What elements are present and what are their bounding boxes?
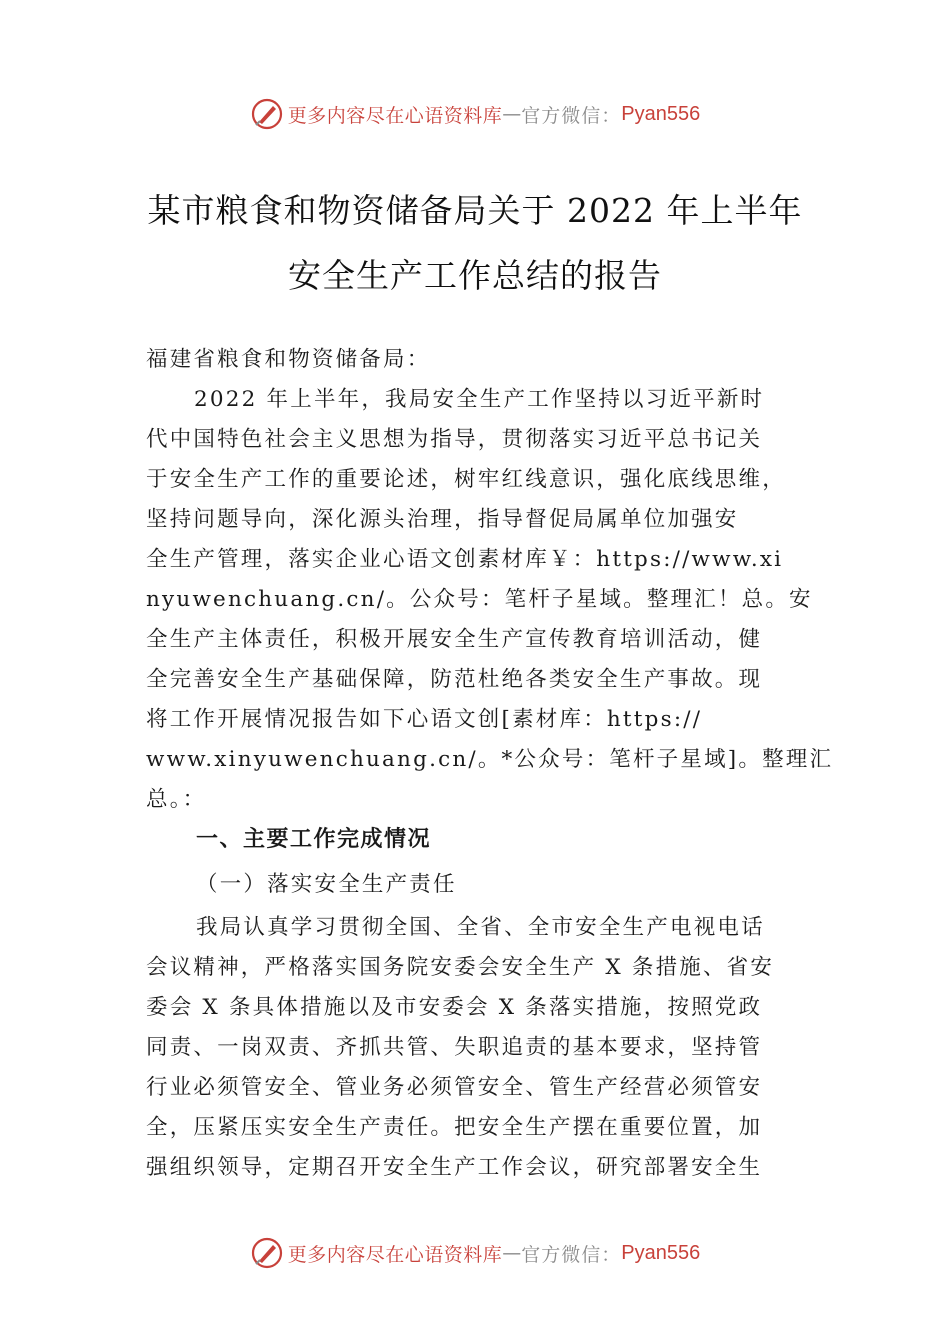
watermark-separator: —: [502, 103, 522, 125]
watermark-wechat-label: 官方微信：: [521, 1243, 622, 1266]
paragraph-line: 将工作开展情况报告如下心语文创[素材库：https://: [146, 707, 703, 732]
paragraph-line: 全生产管理，落实企业心语文创素材库￥：https://www.xi: [146, 547, 784, 572]
paragraph-line: 同责、一岗双责、齐抓共管、失职追责的基本要求，坚持管: [146, 1035, 763, 1060]
paragraph-line: 我局认真学习贯彻全国、全省、全市安全生产电视电话: [196, 915, 765, 940]
document-title-line-2: 安全生产工作总结的报告: [288, 256, 662, 295]
watermark-separator: —: [502, 1242, 522, 1264]
paragraph-line: 会议精神，严格落实国务院安委会安全生产 X 条措施、省安: [146, 955, 775, 980]
paragraph-line: 2022 年上半年，我局安全生产工作坚持以习近平新时: [194, 387, 765, 412]
paragraph-line: 坚持问题导向，深化源头治理，指导督促局属单位加强安: [146, 507, 739, 532]
paragraph-line: 行业必须管安全、管业务必须管安全、管生产经营必须管安: [146, 1075, 763, 1100]
subsection-heading: （一）落实安全生产责任: [196, 872, 457, 897]
section-heading: 一、主要工作完成情况: [196, 827, 432, 852]
paragraph-line: 全完善安全生产基础保障，防范杜绝各类安全生产事故。现: [146, 667, 763, 692]
document-title-line-1: 某市粮食和物资储备局关于 2022 年上半年: [147, 191, 803, 230]
watermark-banner-top: [0, 94, 950, 134]
paragraph-line: nyuwenchuang.cn/。公众号：笔杆子星域。整理汇！总。安: [146, 587, 813, 612]
watermark-text: 更多内容尽在心语资料库: [287, 1243, 503, 1266]
paragraph-line: 总。：: [146, 787, 207, 812]
paragraph-line: 全，压紧压实安全生产责任。把安全生产摆在重要位置，加: [146, 1115, 763, 1140]
paragraph-line: 代中国特色社会主义思想为指导，贯彻落实习近平总书记关: [146, 427, 763, 452]
paragraph-line: www.xinyuwenchuang.cn/。*公众号：笔杆子星域]。整理汇: [146, 747, 834, 772]
watermark-text: 更多内容尽在心语资料库: [287, 104, 503, 127]
paragraph-line: 全生产主体责任，积极开展安全生产宣传教育培训活动，健: [146, 627, 763, 652]
watermark-wechat-label: 官方微信：: [521, 104, 622, 127]
watermark-banner-bottom: [0, 1233, 950, 1273]
salutation: 福建省粮食和物资储备局：: [146, 347, 431, 372]
paragraph-line: 于安全生产工作的重要论述，树牢红线意识，强化底线思维，: [146, 467, 786, 492]
watermark-wechat-id: Pyan556: [621, 1241, 701, 1264]
quill-logo-icon: [250, 97, 284, 131]
quill-logo-icon: [250, 1236, 284, 1270]
paragraph-line: 委会 X 条具体措施以及市安委会 X 条落实措施，按照党政: [146, 995, 763, 1020]
paragraph-line: 强组织领导，定期召开安全生产工作会议，研究部署安全生: [146, 1155, 763, 1180]
watermark-wechat-id: Pyan556: [621, 102, 701, 125]
